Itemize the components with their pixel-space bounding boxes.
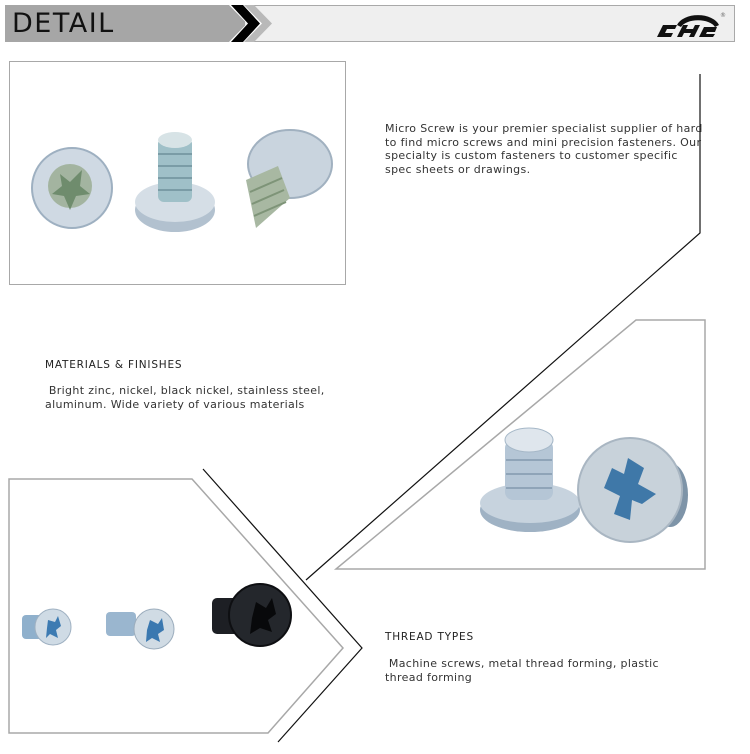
photo3-frame [9,479,343,733]
thread-types-heading: THREAD TYPES [385,631,474,643]
page-title: DETAIL [12,8,115,39]
registered-mark: ® [720,12,726,19]
photo1-frame [9,61,346,285]
photo1-screws [10,62,344,283]
materials-heading: MATERIALS & FINISHES [45,359,183,371]
intro-text: Micro Screw is your premier specialist supplier of hard to find micro screws and mini precision fasteners. Our specialty is custom fasteners to customer specific spec sheets or drawings. [385,122,703,176]
thread-types-body: Machine screws, metal thread forming, plastic thread forming [385,657,663,684]
materials-body: Bright zinc, nickel, black nickel, stainless steel, aluminum. Wide variety of various materials [45,384,329,411]
